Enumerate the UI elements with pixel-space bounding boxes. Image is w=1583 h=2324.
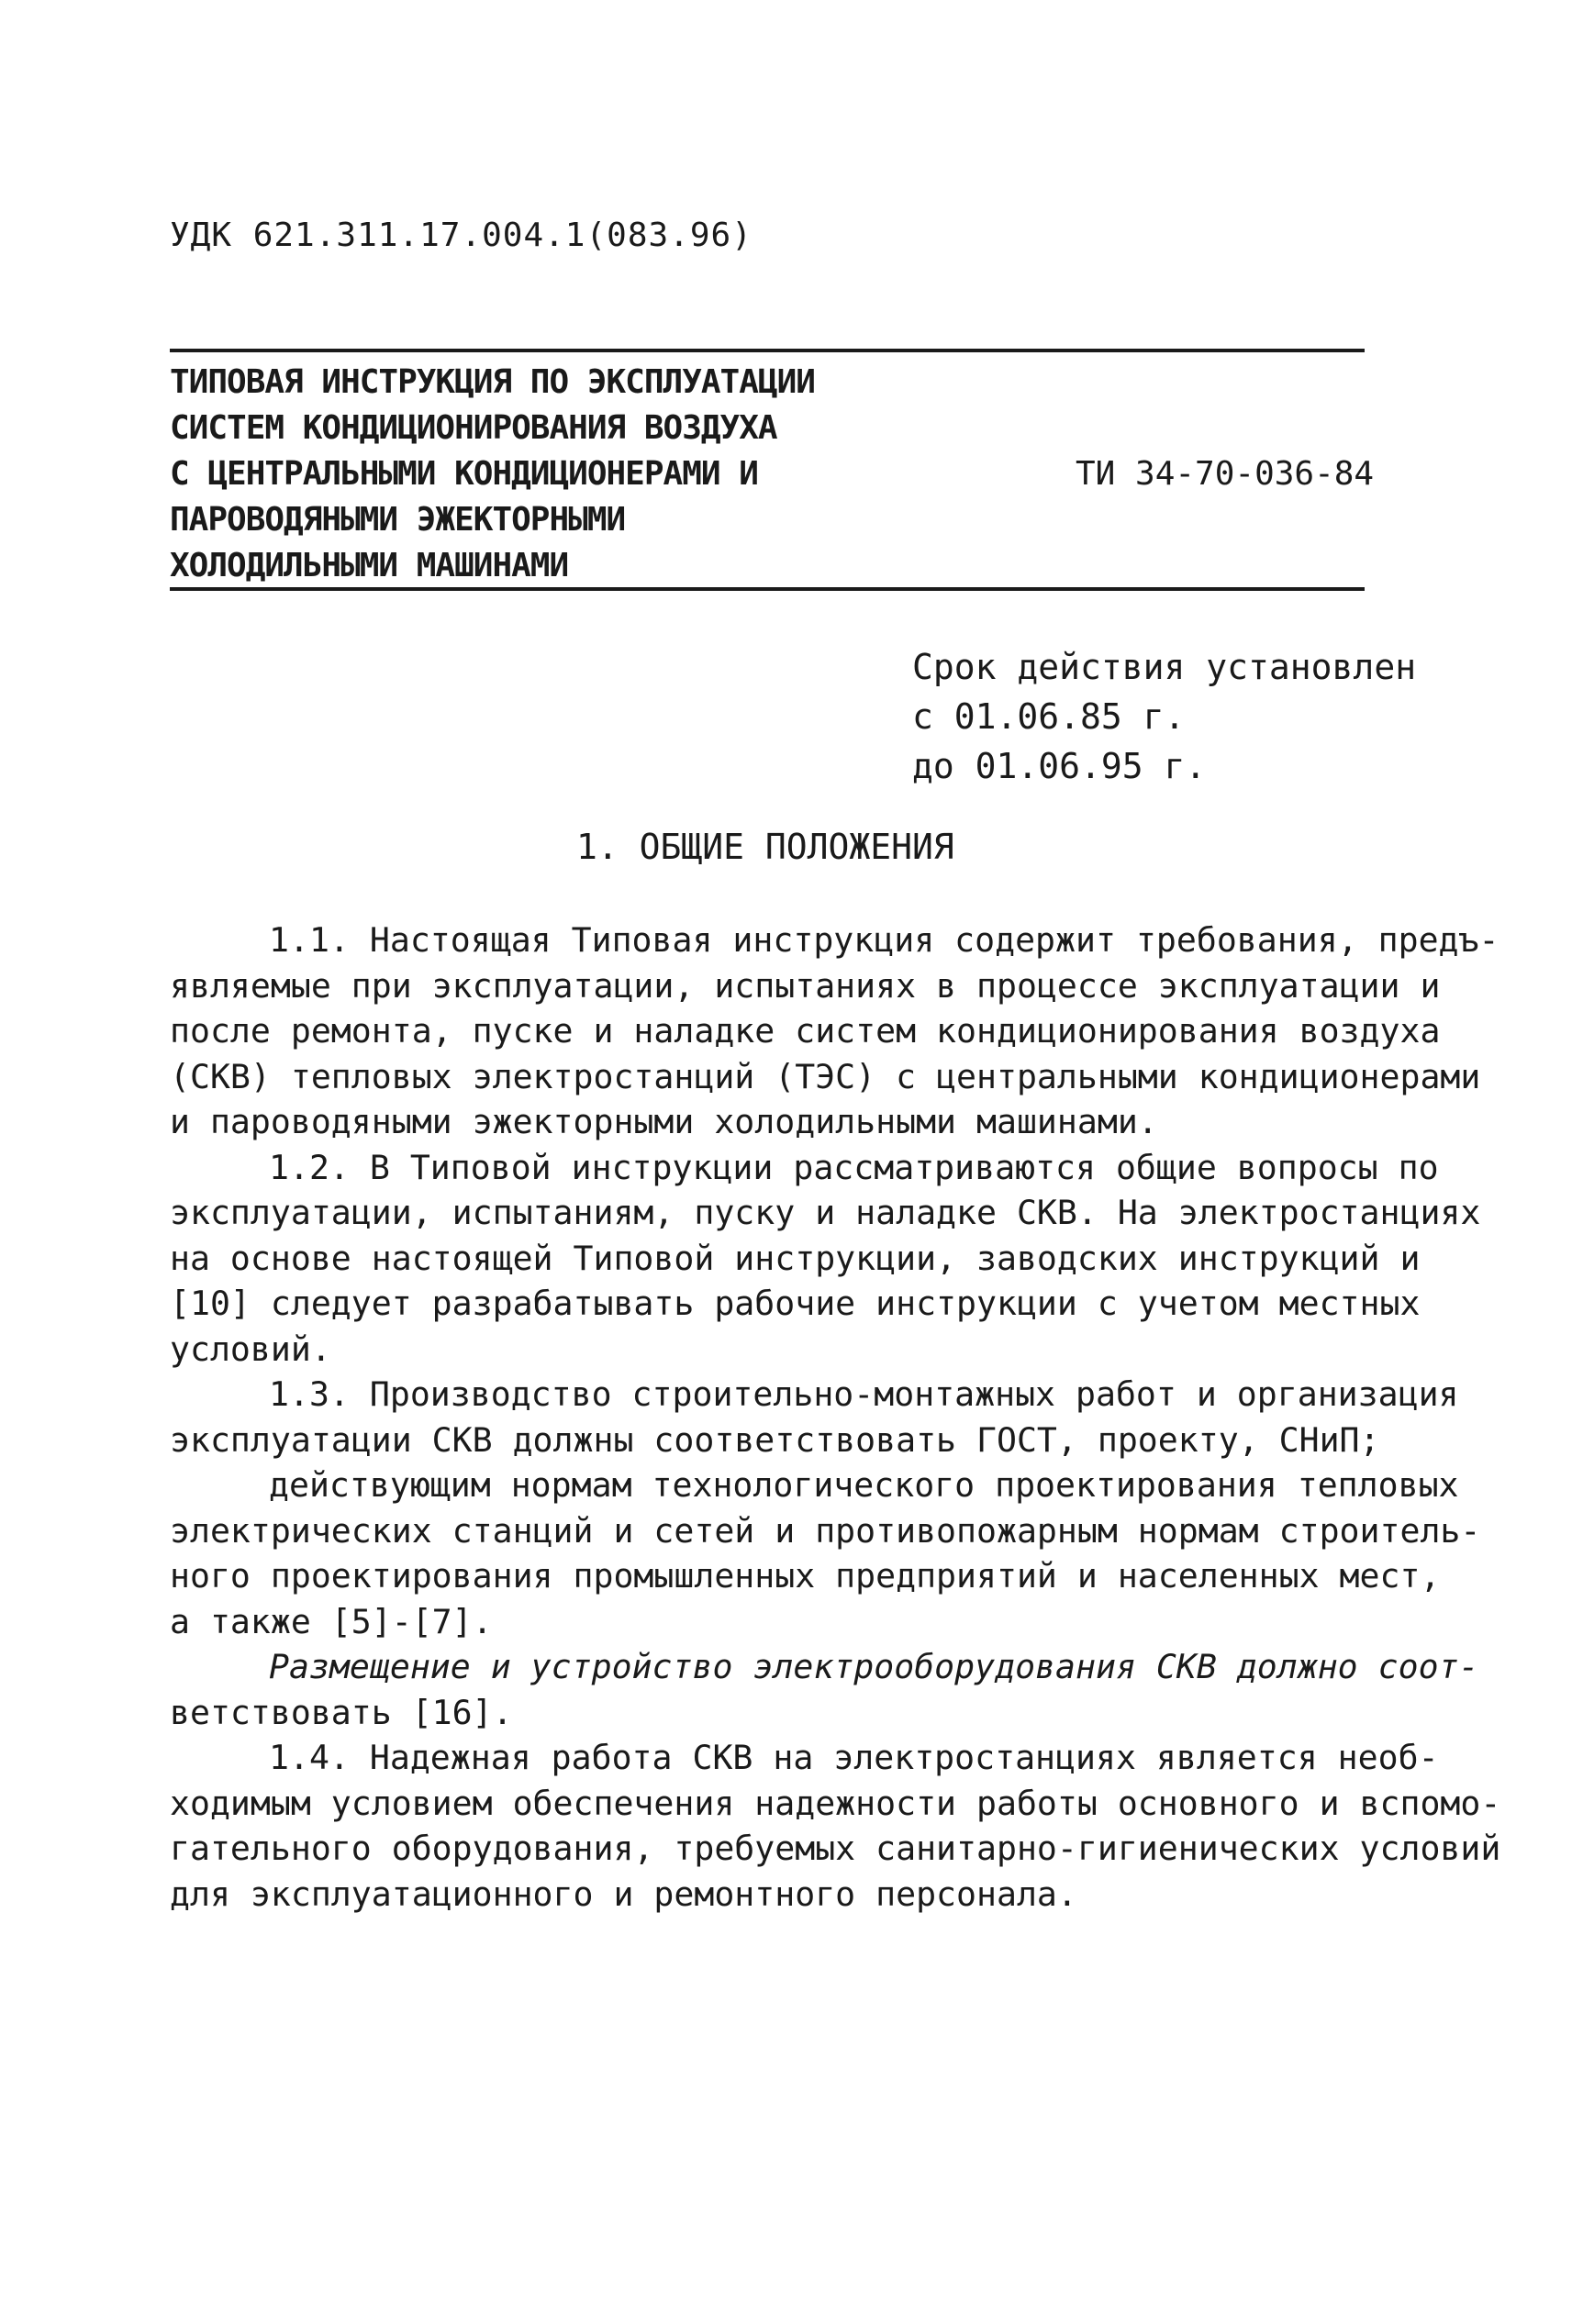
body-text	[170, 917, 1501, 1917]
validity-block	[912, 642, 1416, 791]
paragraph-line: 1.3. Производство строительно-монтажных работ и организация	[269, 1374, 1459, 1414]
paragraph-line: ходимым условием обеспечения надежности работы основного и вспомо-	[170, 1783, 1501, 1823]
paragraph-line: эксплуатации, испытаниям, пуску и наладке СКВ. На электростанциях	[170, 1193, 1481, 1232]
validity-line: Срок действия установлен	[912, 647, 1417, 687]
paragraph-line: ного проектирования промышленных предприятий и населенных мест,	[170, 1556, 1441, 1596]
document-code: ТИ 34-70-036-84	[1076, 455, 1375, 493]
paragraph-line: Размещение и устройство электрооборудования СКВ должно соот-	[269, 1647, 1479, 1686]
title-rule-top	[170, 349, 1365, 352]
udk-code: УДК 621.311.17.004.1(083.96)	[170, 217, 752, 254]
paragraph-line: и пароводяными эжекторными холодильными машинами.	[170, 1102, 1158, 1141]
section-heading: 1. ОБЩИЕ ПОЛОЖЕНИЯ	[576, 827, 954, 867]
validity-start: с 01.06.85 г.	[912, 696, 1186, 737]
title-rule-bottom	[170, 587, 1365, 591]
paragraph-line: 1.4. Надежная работа СКВ на электростанциях является необ-	[269, 1738, 1439, 1777]
paragraph-line: эксплуатации СКВ должны соответствовать ГОСТ, проекту, СНиП;	[170, 1419, 1380, 1460]
paragraph-line: 1.2. В Типовой инструкции рассматриваются общие вопросы по	[269, 1147, 1439, 1187]
paragraph-line: являемые при эксплуатации, испытаниях в процессе эксплуатации и	[170, 965, 1441, 1006]
paragraph-line: для эксплуатационного и ремонтного персонала.	[170, 1874, 1077, 1914]
title-line: С ЦЕНТРАЛЬНЫМИ КОНДИЦИОНЕРАМИ И	[170, 455, 758, 493]
paragraph-line: [10] следует разрабатывать рабочие инструкции с учетом местных	[170, 1284, 1421, 1323]
title-line: ПАРОВОДЯНЫМИ ЭЖЕКТОРНЫМИ	[170, 501, 626, 539]
paragraph-line: гательного оборудования, требуемых санитарно-гигиенических условий	[170, 1829, 1501, 1868]
paragraph-line: действующим нормам технологического проектирования тепловых	[269, 1465, 1459, 1505]
validity-end: до 01.06.95 г.	[912, 746, 1207, 786]
paragraph-line: 1.1. Настоящая Типовая инструкция содержит требования, предъ-	[269, 920, 1499, 960]
document-title	[170, 360, 996, 589]
title-line: ХОЛОДИЛЬНЫМИ МАШИНАМИ	[170, 547, 569, 584]
paragraph-line: а также [5]-[7].	[170, 1601, 493, 1641]
title-line: ТИПОВАЯ ИНСТРУКЦИЯ ПО ЭКСПЛУАТАЦИИ	[170, 363, 815, 401]
paragraph-line: ветствовать [16].	[170, 1692, 513, 1732]
paragraph-line: условий.	[170, 1329, 331, 1369]
paragraph-line: (СКВ) тепловых электростанций (ТЭС) с центральными кондиционерами	[170, 1056, 1481, 1096]
title-line: СИСТЕМ КОНДИЦИОНИРОВАНИЯ ВОЗДУХА	[170, 409, 777, 447]
paragraph-line: после ремонта, пуске и наладке систем кондиционирования воздуха	[170, 1011, 1441, 1051]
paragraph-line: электрических станций и сетей и противопожарным нормам строитель-	[170, 1510, 1481, 1551]
paragraph-line: на основе настоящей Типовой инструкции, заводских инструкций и	[170, 1238, 1421, 1278]
